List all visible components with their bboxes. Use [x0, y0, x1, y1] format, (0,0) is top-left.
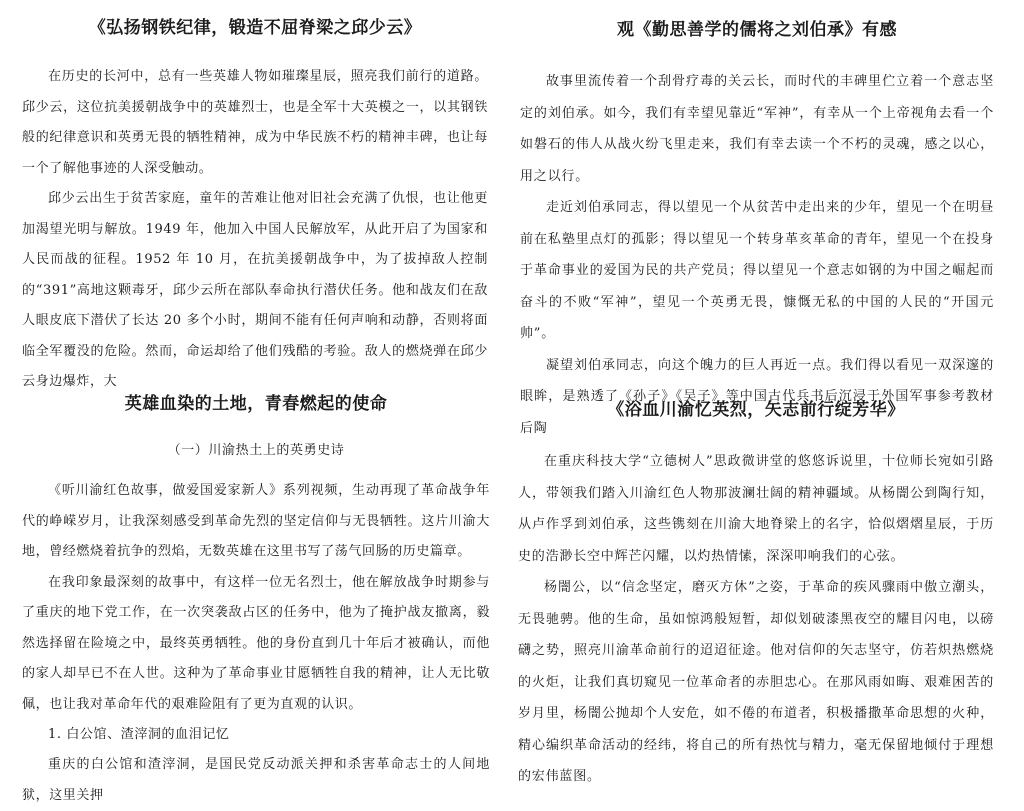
paragraph: 在我印象最深刻的故事中，有这样一位无名烈士，他在解放战争时期参与了重庆的地下党工作，在一次突袭敌占区的任务中，他为了掩护战友撤离，毅然选择留在险境之中，最终英勇牺牲。他的身份直到几十年后才被确认，而他的家人却早已不在人世。这种为了革命事业甘愿牺牲自我的精神，让人无比敬佩，也让我对革命年代的艰难险阻有了更为直观的认识。	[22, 574, 490, 712]
list-item: 1. 白公馆、渣滓洞的血泪记忆	[48, 727, 230, 743]
essay-top-left	[22, 18, 488, 390]
essay-title: 《弘扬钢铁纪律，锻造不屈脊梁之邱少云》	[88, 18, 422, 38]
paragraph: 在重庆科技大学“立德树人”思政微讲堂的悠悠诉说里，十位师长宛如引路人，带领我们踏入川渝红色人物那波澜壮阔的精神疆域。从杨闇公到陶行知，从卢作孚到刘伯承，这些镌刻在川渝大地脊梁上的名字，恰似熠熠星辰，于历史的浩渺长空中辉芒闪耀，以灼热情愫，深深叩响我们的心弦。	[518, 454, 994, 564]
paragraph: 杨闇公，以“信念坚定，磨灭方休”之姿，于革命的疾风骤雨中傲立潮头，无畏驰骋。他的生命，虽如惊鸿般短暂，却似划破漆黑夜空的耀目闪电，以磅礴之势，照亮川渝革命前行的迢迢征途。他对信仰的矢志坚守，仿若炽热燃烧的火炬，让我们真切窥见一位革命者的赤胆忠心。在那风雨如晦、艰难困苦的岁月里，杨闇公抛却个人安危，如不倦的布道者，积极播撒革命思想的火种，精心编织革命活动的经纬，将自己的所有热忱与精力，毫无保留地倾付于理想的宏伟蓝图。	[518, 580, 994, 785]
paragraph: 走近刘伯承同志，得以望见一个从贫苦中走出来的少年，望见一个在明昼前在私塾里点灯的孤影；得以望见一个转身革亥革命的青年，望见一个在投身于革命事业的爱国为民的共产党员；得以望见一个意志如钢的为中国之崛起而奋斗的不败“军神”，望见一个英勇无畏，慷慨无私的中国的人民的“开国元帅”。	[520, 200, 994, 342]
paragraph: 《听川渝红色故事，做爱国爱家新人》系列视频，生动再现了革命战争年代的峥嵘岁月，让我深刻感受到革命先烈的坚定信仰与无畏牺牲。这片川渝大地，曾经燃烧着抗争的烈焰，无数英雄在这里书写了荡气回肠的历史篇章。	[22, 483, 490, 560]
essay-bottom-left	[22, 394, 490, 803]
essay-title: 英雄血染的土地，青春燃起的使命	[124, 394, 388, 414]
essay-bottom-right	[518, 400, 994, 785]
paragraph: 重庆的白公馆和渣滓洞，是国民党反动派关押和杀害革命志士的人间地狱，这里关押	[22, 757, 490, 803]
paragraph: 故事里流传着一个刮骨疗毒的关云长，而时代的丰碑里伫立着一个意志坚定的刘伯承。如今，我们有幸望见靠近“军神”，有幸从一个上帝视角去看一个如磐石的伟人从战火纷飞里走来，我们有幸去读一个不朽的灵魂，感之以心，用之以行。	[520, 74, 994, 184]
paragraph: 凝望刘伯承同志，向这个魄力的巨人再近一点。我们得以看见一双深邃的眼眸，是熟透了《孙子》《吴子》等中国古代兵书后沉浸于外国军事参考教材后陶	[520, 357, 994, 436]
paragraph: 在历史的长河中，总有一些英雄人物如璀璨星辰，照亮我们前行的道路。邱少云，这位抗美援朝战争中的英雄烈士，也是全军十大英模之一，以其钢铁般的纪律意识和英勇无畏的牺牲精神，成为中华民族不朽的精神丰碑，也让每一个了解他事迹的人深受触动。	[22, 69, 488, 176]
section-subheading: （一）川渝热土上的英勇史诗	[167, 443, 345, 459]
essay-title: 《浴血川渝忆英烈，矢志前行绽芳华》	[607, 400, 905, 420]
paragraph: 邱少云出生于贫苦家庭，童年的苦难让他对旧社会充满了仇恨，也让他更加渴望光明与解放。1949 年，他加入中国人民解放军，从此开启了为国家和人民而战的征程。1952 年 10 月，在抗美援朝战争中，为了拔掉敌人控制的“391”高地这颗毒牙，邱少云所在部队奉命执行潜伏任务。他和战友们在敌人眼皮底下潜伏了长达 20 多个小时，期间不能有任何声响和动静，否则将面临全军覆没的危险。然而，命运却给了他们残酷的考验。敌人的燃烧弹在邱少云身边爆炸，大	[22, 191, 488, 390]
essay-title: 观《勤思善学的儒将之刘伯承》有感	[617, 20, 897, 40]
